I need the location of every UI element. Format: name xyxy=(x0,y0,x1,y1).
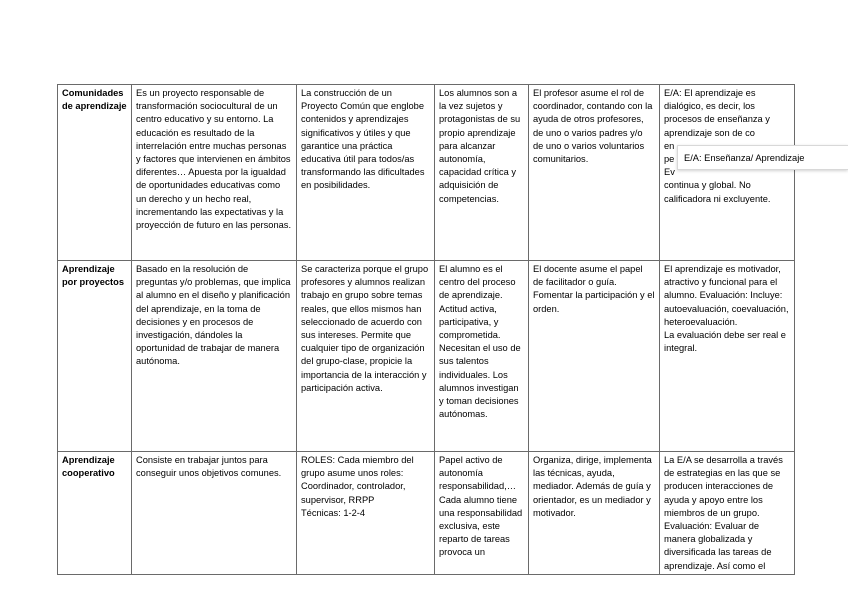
table-cell: ROLES: Cada miembro del grupo asume unos roles: Coordinador, controlador, supervisor, RRPP Técnicas: 1-2-4 xyxy=(297,452,435,575)
table-row xyxy=(58,261,795,452)
table-row xyxy=(58,85,795,261)
table-cell: El aprendizaje es motivador, atractivo y funcional para el alumno. Evaluación: Incluye: autoevaluación, coevaluación, heteroevaluación. La evaluación debe ser real e integral. xyxy=(660,261,795,452)
row-title: Aprendizaje cooperativo xyxy=(58,452,132,575)
table-cell: La construcción de un Proyecto Común que englobe contenidos y aprendizajes significativos y útiles y que garantice una práctica educativa útil para todos/as transformando las dificultades en posibilidades. xyxy=(297,85,435,261)
table-cell: Organiza, dirige, implementa las técnicas, ayuda, mediador. Además de guía y orientador, es un mediador y motivador. xyxy=(529,452,660,575)
table-row xyxy=(58,452,795,575)
row-title: Aprendizaje por proyectos xyxy=(58,261,132,452)
abbreviation-tooltip: E/A: Enseñanza/ Aprendizaje xyxy=(677,145,848,170)
table-cell: Consiste en trabajar juntos para conseguir unos objetivos comunes. xyxy=(132,452,297,575)
table-cell: Se caracteriza porque el grupo profesores y alumnos realizan trabajo en grupo sobre temas reales, que ellos mismos han seleccionado de acuerdo con sus intereses. Permite que cualquier tipo de organización del grupo-clase, propicie la importancia de la interacción y participación activa. xyxy=(297,261,435,452)
table-cell: La E/A se desarrolla a través de estrategias en las que se producen interacciones de ayuda y apoyo entre los miembros de un grupo. Evaluación: Evaluar de manera globalizada y diversificada las tareas de aprendizaje. Así como el xyxy=(660,452,795,575)
table-cell: Papel activo de autonomía responsabilidad,… Cada alumno tiene una responsabilidad exclusiva, este reparto de tareas provoca un xyxy=(435,452,529,575)
table-cell: El docente asume el papel de facilitador o guía. Fomentar la participación y el orden. xyxy=(529,261,660,452)
table-cell: E/A: El aprendizaje es dialógico, es decir, los procesos de enseñanza y aprendizaje son de co en pe Ev continua y global. No calificadora ni excluyente. xyxy=(660,85,795,261)
row-title: Comunidades de aprendizaje xyxy=(58,85,132,261)
table-cell: Es un proyecto responsable de transformación sociocultural de un centro educativo y su entorno. La educación es resultado de la interrelación entre muchas personas y factores que intervienen en ámbitos diferentes… Apuesta por la igualdad de oportunidades educativas como un derecho y un hecho real, incrementando las expectativas y la proyección de futuro en las personas. xyxy=(132,85,297,261)
table-cell: El alumno es el centro del proceso de aprendizaje. Actitud activa, participativa, y comprometida. Necesitan el uso de sus talentos individuales. Los alumnos investigan y toman decisiones autónomas. xyxy=(435,261,529,452)
table-cell: Los alumnos son a la vez sujetos y protagonistas de su propio aprendizaje para alcanzar autonomía, capacidad crítica y adquisición de competencias. xyxy=(435,85,529,261)
table-cell: El profesor asume el rol de coordinador, contando con la ayuda de otros profesores, de uno o varios padres y/o de uno o varios voluntarios comunitarios. xyxy=(529,85,660,261)
table-cell: Basado en la resolución de preguntas y/o problemas, que implica al alumno en el diseño y planificación del aprendizaje, en la toma de decisiones y en procesos de investigación, dándoles la oportunidad de trabajar de manera autónoma. xyxy=(132,261,297,452)
